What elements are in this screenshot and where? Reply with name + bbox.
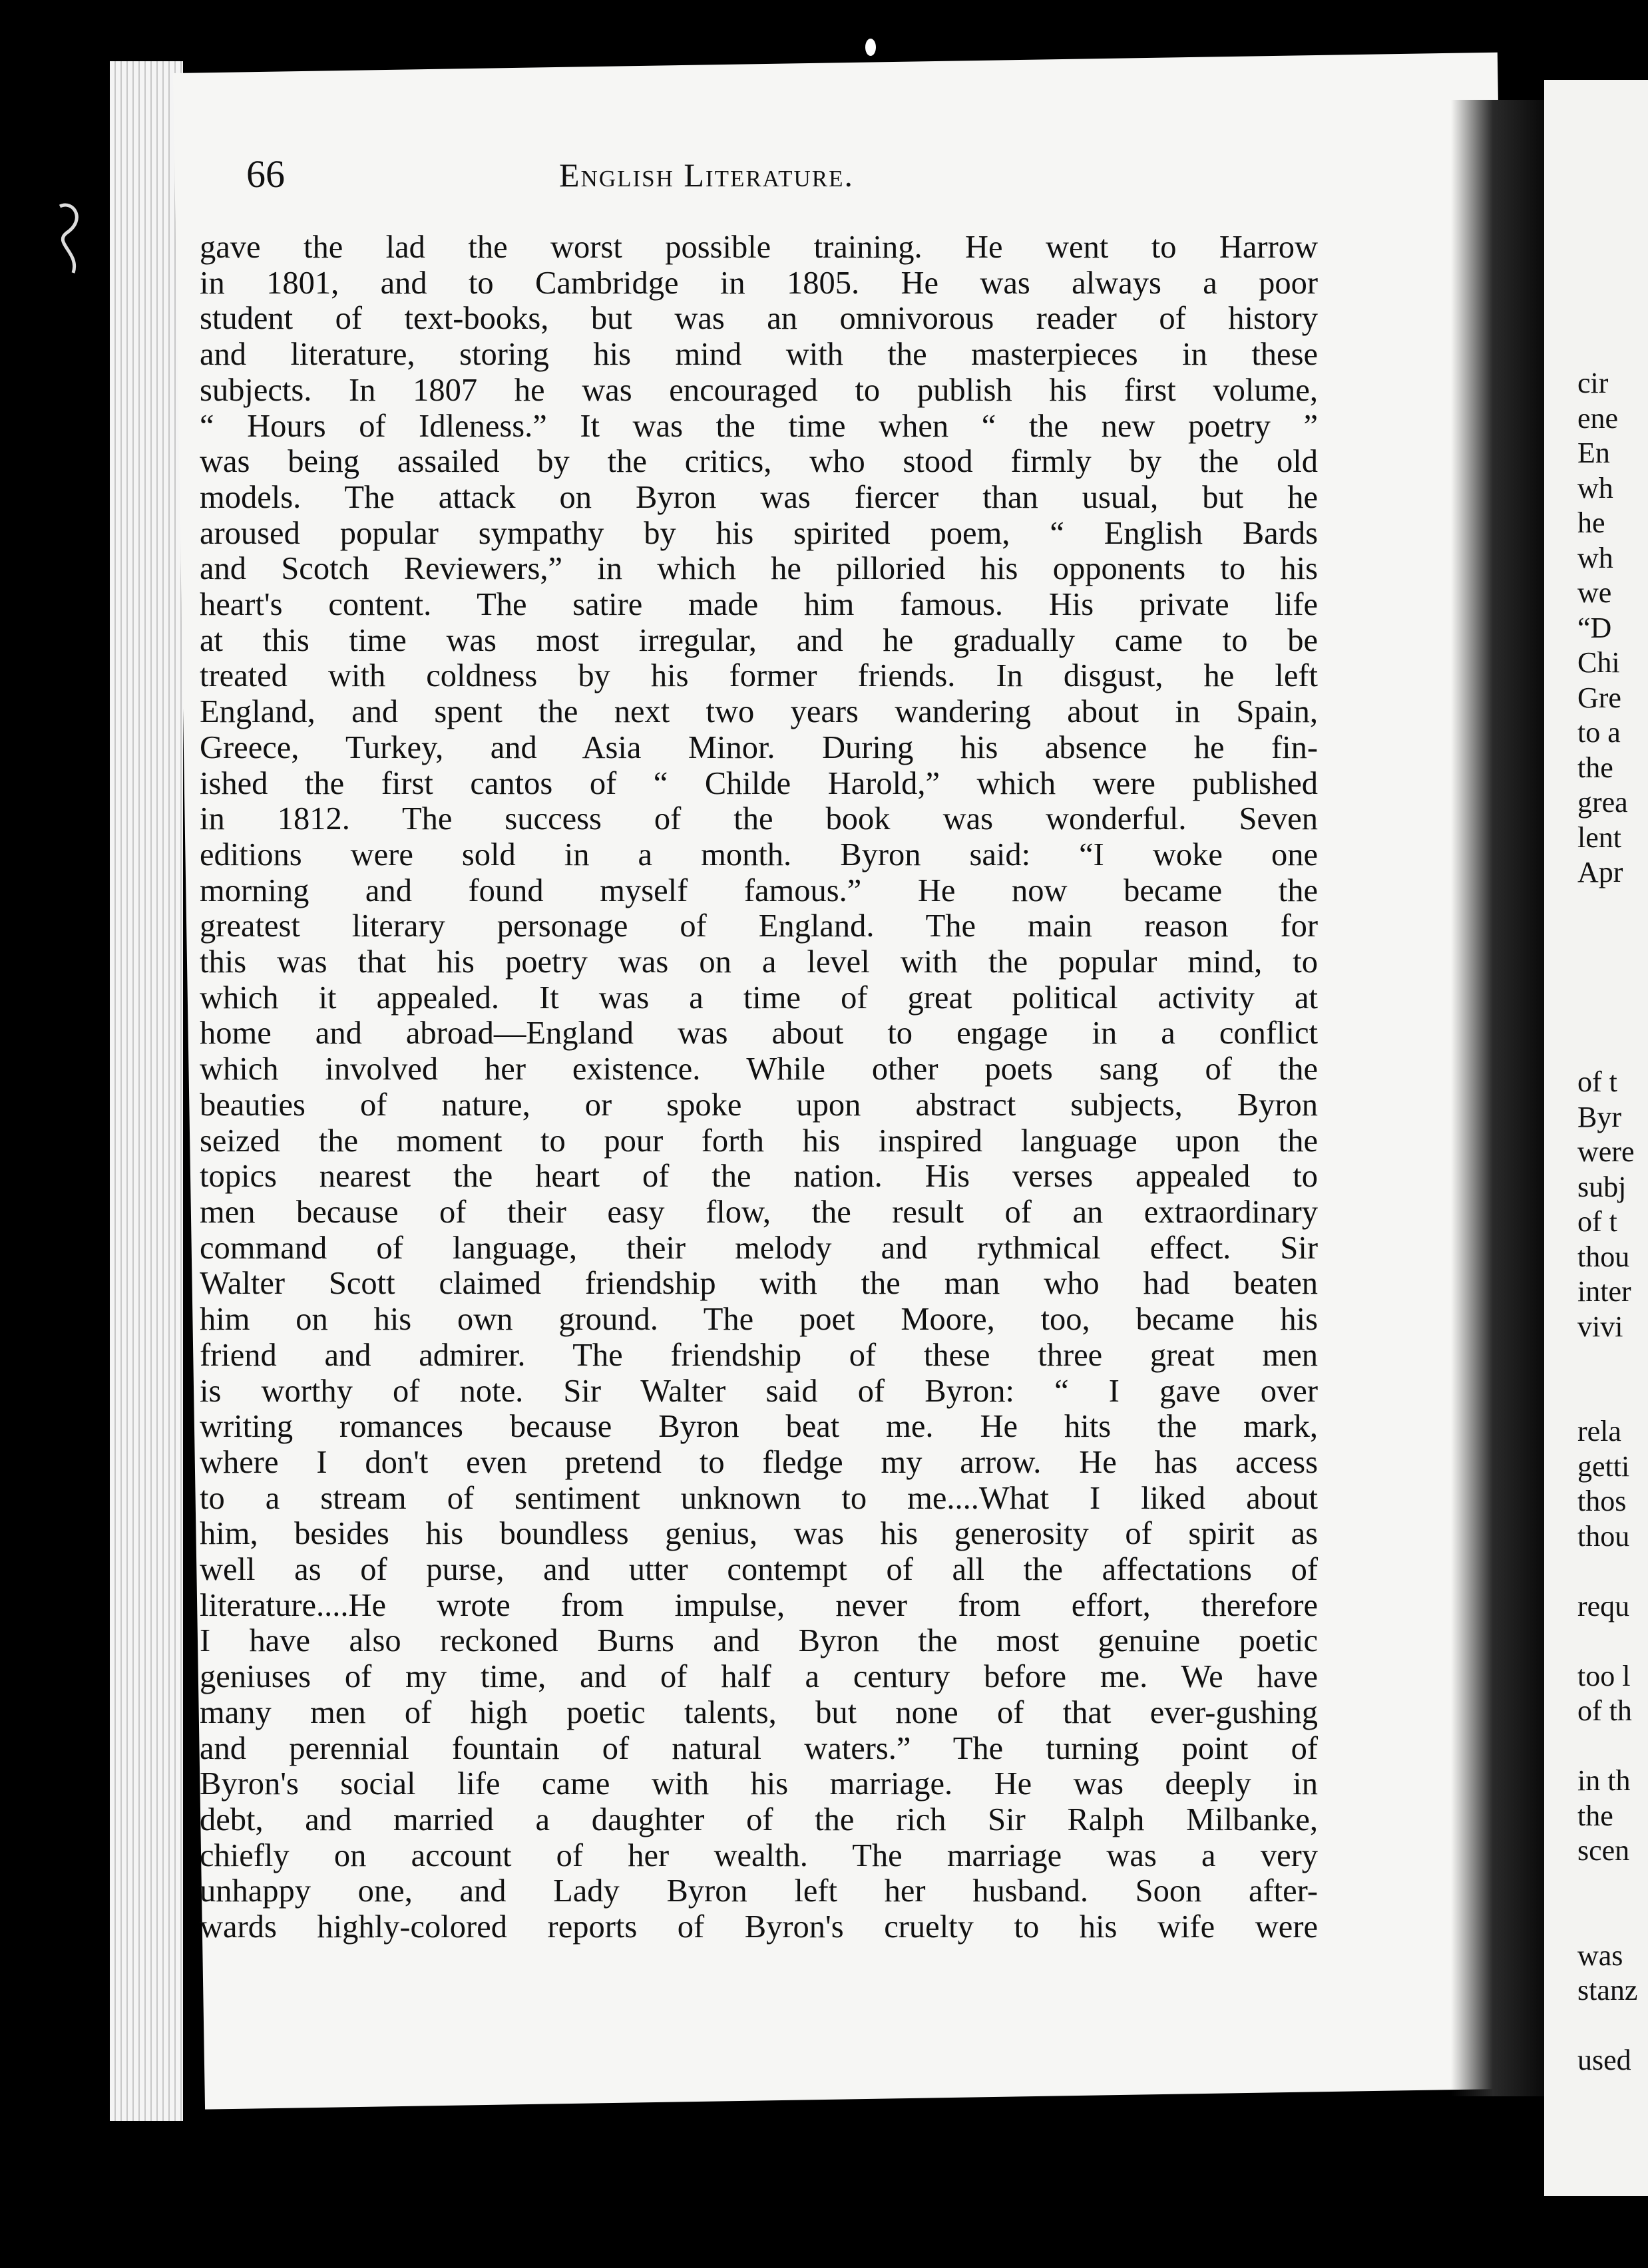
- text-line: and perennial fountain of natural waters.” The turning point of: [200, 1730, 1318, 1766]
- text-line: literature....He wrote from impulse, never from effort, therefore: [200, 1587, 1318, 1623]
- text-line: I have also reckoned Burns and Byron the most genuine poetic: [200, 1623, 1318, 1659]
- facing-page-line: [1577, 1903, 1637, 1939]
- text-line: was being assailed by the critics, who stood firmly by the old: [200, 444, 1318, 480]
- text-line: men because of their easy flow, the result of an extraordinary: [200, 1194, 1318, 1230]
- facing-page-line: Byr: [1577, 1100, 1621, 1133]
- body-text: [200, 230, 1318, 1945]
- facing-page-line: were: [1577, 1135, 1635, 1168]
- text-line: seized the moment to pour forth his inspired language upon the: [200, 1123, 1318, 1159]
- facing-page-line: thou: [1577, 1519, 1630, 1553]
- facing-page-line: was: [1577, 1939, 1623, 1972]
- facing-page-line: of t: [1577, 1065, 1617, 1098]
- text-line: topics nearest the heart of the nation. His verses appealed to: [200, 1159, 1318, 1195]
- facing-page-line: the: [1577, 751, 1613, 784]
- facing-page-line: Apr: [1577, 856, 1623, 888]
- text-line: unhappy one, and Lady Byron left her husband. Soon after-: [200, 1873, 1318, 1909]
- text-line: and literature, storing his mind with the masterpieces in these: [200, 337, 1318, 373]
- facing-page-line: [1577, 925, 1637, 960]
- text-line: subjects. In 1807 he was encouraged to publish his first volume,: [200, 372, 1318, 408]
- scan-speck: [865, 39, 876, 56]
- text-line: gave the lad the worst possible training. He went to Harrow: [200, 230, 1318, 265]
- page-edge-stack: [110, 61, 183, 2121]
- text-line: at this time was most irregular, and he gradually came to be: [200, 622, 1318, 658]
- facing-page-line: thou: [1577, 1240, 1630, 1273]
- page-number: 66: [246, 152, 285, 196]
- text-line: command of language, their melody and rythmical effect. Sir: [200, 1230, 1318, 1266]
- facing-page: [1544, 80, 1648, 2196]
- text-line: him, besides his boundless genius, was his generosity of spirit as: [200, 1516, 1318, 1552]
- text-line: England, and spent the next two years wandering about in Spain,: [200, 694, 1318, 730]
- facing-page-line: requ: [1577, 1589, 1630, 1622]
- text-line: and Scotch Reviewers,” in which he pilloried his opponents to his: [200, 551, 1318, 587]
- facing-page-line: in th: [1577, 1764, 1631, 1797]
- text-line: Greece, Turkey, and Asia Minor. During his absence he fin-: [200, 729, 1318, 765]
- facing-page-line: we: [1577, 576, 1612, 609]
- text-line: well as of purse, and utter contempt of all the affectations of: [200, 1552, 1318, 1588]
- text-line: debt, and married a daughter of the rich Sir Ralph Milbanke,: [200, 1801, 1318, 1837]
- facing-page-line: stanz: [1577, 1974, 1638, 2006]
- running-head: English Literature.: [559, 156, 854, 194]
- text-line: “ Hours of Idleness.” It was the time when “ the new poetry ”: [200, 408, 1318, 444]
- facing-page-line: wh: [1577, 471, 1613, 504]
- text-line: where I don't even pretend to fledge my arrow. He has access: [200, 1444, 1318, 1480]
- text-line: models. The attack on Byron was fiercer than usual, but he: [200, 479, 1318, 515]
- text-line: in 1801, and to Cambridge in 1805. He was always a poor: [200, 265, 1318, 301]
- text-line: to a stream of sentiment unknown to me....What I liked about: [200, 1480, 1318, 1516]
- facing-page-line: [1577, 1344, 1637, 1380]
- facing-page-line: of t: [1577, 1205, 1617, 1238]
- facing-page-line: getti: [1577, 1449, 1630, 1483]
- text-line: chiefly on account of her wealth. The marriage was a very: [200, 1837, 1318, 1873]
- facing-page-line: Chi: [1577, 646, 1620, 679]
- facing-page-line: wh: [1577, 541, 1613, 574]
- facing-page-line: rela: [1577, 1415, 1621, 1447]
- facing-page-line: used: [1577, 2044, 1631, 2076]
- facing-page-line: [1577, 1624, 1637, 1659]
- facing-page-line: [1577, 1869, 1637, 1904]
- facing-page-line: [1577, 1554, 1637, 1589]
- text-line: writing romances because Byron beat me. He hits the mark,: [200, 1409, 1318, 1445]
- text-line: heart's content. The satire made him famous. His private life: [200, 587, 1318, 623]
- text-line: student of text-books, but was an omnivorous reader of history: [200, 301, 1318, 337]
- text-line: greatest literary personage of England. The main reason for: [200, 908, 1318, 944]
- text-line: home and abroad—England was about to engage in a conflict: [200, 1016, 1318, 1051]
- facing-page-line: En: [1577, 437, 1610, 469]
- text-line: in 1812. The success of the book was wonderful. Seven: [200, 801, 1318, 837]
- text-line: editions were sold in a month. Byron said: “I woke one: [200, 837, 1318, 872]
- facing-page-text: [1577, 366, 1637, 2078]
- facing-page-line: the: [1577, 1799, 1613, 1832]
- text-line: morning and found myself famous.” He now became the: [200, 872, 1318, 908]
- facing-page-line: Gre: [1577, 681, 1621, 714]
- facing-page-line: to a: [1577, 716, 1621, 749]
- facing-page-line: grea: [1577, 786, 1628, 819]
- facing-page-line: [1577, 995, 1637, 1030]
- facing-page-line: ene: [1577, 401, 1619, 435]
- facing-page-line: lent: [1577, 821, 1621, 854]
- facing-page-line: inter: [1577, 1275, 1631, 1308]
- text-line: Byron's social life came with his marriage. He was deeply in: [200, 1766, 1318, 1802]
- text-line: this was that his poetry was on a level with the popular mind, to: [200, 944, 1318, 980]
- facing-page-line: [1577, 960, 1637, 996]
- text-line: which involved her existence. While other poets sang of the: [200, 1051, 1318, 1087]
- text-line: geniuses of my time, and of half a century before me. We have: [200, 1659, 1318, 1695]
- facing-page-line: he: [1577, 506, 1605, 539]
- facing-page-line: cir: [1577, 367, 1609, 399]
- text-line: friend and admirer. The friendship of these three great men: [200, 1337, 1318, 1373]
- text-line: is worthy of note. Sir Walter said of Byron: “ I gave over: [200, 1373, 1318, 1409]
- text-line: which it appealed. It was a time of great political activity at: [200, 980, 1318, 1016]
- facing-page-line: [1577, 1729, 1637, 1764]
- text-line: aroused popular sympathy by his spirited poem, “ English Bards: [200, 515, 1318, 551]
- facing-page-line: too l: [1577, 1659, 1631, 1692]
- text-line: him on his own ground. The poet Moore, too, became his: [200, 1302, 1318, 1338]
- facing-page-line: “D: [1577, 611, 1612, 644]
- page-header: [246, 152, 1098, 198]
- facing-page-line: scen: [1577, 1834, 1630, 1867]
- text-line: Walter Scott claimed friendship with the man who had beaten: [200, 1266, 1318, 1302]
- facing-page-line: thos: [1577, 1485, 1627, 1517]
- margin-mark: [47, 193, 93, 286]
- text-line: beauties of nature, or spoke upon abstract subjects, Byron: [200, 1087, 1318, 1123]
- facing-page-line: [1577, 1380, 1637, 1415]
- facing-page-line: vivi: [1577, 1310, 1623, 1343]
- text-line: treated with coldness by his former friends. In disgust, he left: [200, 658, 1318, 694]
- facing-page-line: of th: [1577, 1694, 1632, 1727]
- text-line: ished the first cantos of “ Childe Harold,” which were published: [200, 765, 1318, 801]
- facing-page-line: [1577, 2008, 1637, 2044]
- facing-page-line: subj: [1577, 1170, 1627, 1203]
- text-line: many men of high poetic talents, but none of that ever-gushing: [200, 1694, 1318, 1730]
- facing-page-line: [1577, 1030, 1637, 1065]
- facing-page-line: [1577, 890, 1637, 926]
- text-line: wards highly-colored reports of Byron's cruelty to his wife were: [200, 1909, 1318, 1945]
- gutter-shadow: [1451, 100, 1544, 2096]
